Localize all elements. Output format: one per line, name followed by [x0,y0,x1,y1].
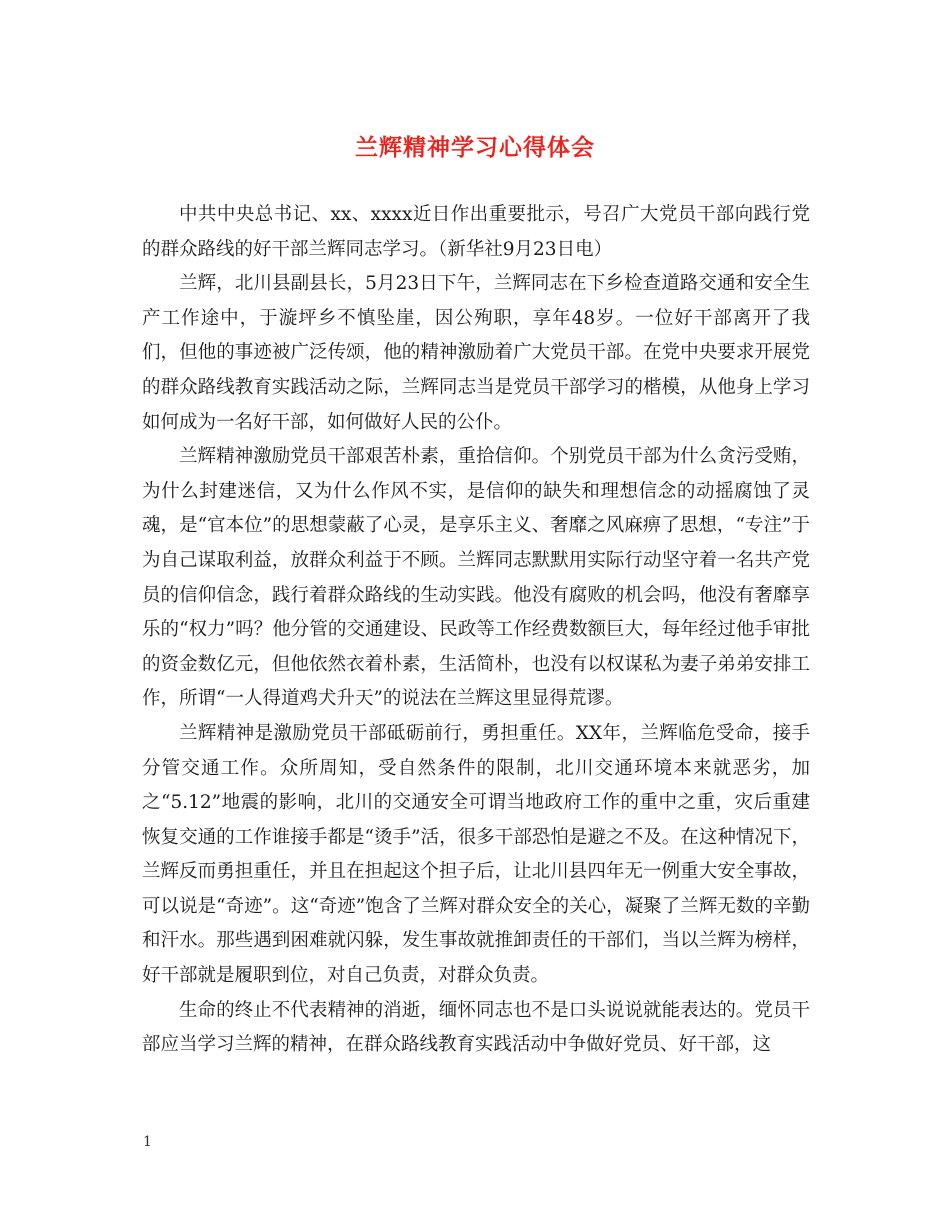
paragraph-1: 中共中央总书记、xx、xxxx近日作出重要批示，号召广大党员干部向践行党的群众路线的好干部兰辉同志学习。（新华社9月23日电） [142,204,810,260]
paragraph-2: 兰辉，北川县副县长，5月23日下午，兰辉同志在下乡检查道路交通和安全生产工作途中，于漩坪乡不慎坠崖，因公殉职，享年48岁。一位好干部离开了我们，但他的事迹被广泛传颂，他的精神激励着广大党员干部。在党中央要求开展党的群众路线教育实践活动之际，兰辉同志当是党员干部学习的楷模，从他身上学习如何成为一名好干部，如何做好人民的公仆。 [142,273,810,433]
page-number: 1 [143,1134,152,1150]
paragraph-3: 兰辉精神激励党员干部艰苦朴素，重拾信仰。个别党员干部为什么贪污受贿，为什么封建迷信，又为什么作风不实，是信仰的缺失和理想信念的动摇腐蚀了灵魂，是“官本位”的思想蒙蔽了心灵，是享乐主义、奢靡之风麻痹了思想，“专注”于为自己谋取利益，放群众利益于不顾。兰辉同志默默用实际行动坚守着一名共产党员的信仰信念，践行着群众路线的生动实践。他没有腐败的机会吗，他没有奢靡享乐的“权力”吗？他分管的交通建设、民政等工作经费数额巨大，每年经过他手审批的资金数亿元，但他依然衣着朴素，生活简朴，也没有以权谋私为妻子弟弟安排工作，所谓“一人得道鸡犬升天”的说法在兰辉这里显得荒谬。 [142,446,810,710]
document-title: 兰辉精神学习心得体会 [355,134,595,161]
paragraph-4: 兰辉精神是激励党员干部砥砺前行，勇担重任。XX年，兰辉临危受命，接手分管交通工作。众所周知，受自然条件的限制，北川交通环境本来就恶劣，加之“5.12”地震的影响，北川的交通安全可谓当地政府工作的重中之重，灾后重建恢复交通的工作谁接手都是“烫手”活，很多干部恐怕是避之不及。在这种情况下，兰辉反而勇担重任，并且在担起这个担子后，让北川县四年无一例重大安全事故，可以说是“奇迹”。这“奇迹”饱含了兰辉对群众安全的关心，凝聚了兰辉无数的辛勤和汗水。那些遇到困难就闪躲，发生事故就推卸责任的干部们，当以兰辉为榜样，好干部就是履职到位，对自己负责，对群众负责。 [142,722,810,987]
document-body [142,198,810,1063]
paragraph-5: 生命的终止不代表精神的消逝，缅怀同志也不是口头说说就能表达的。党员干部应当学习兰辉的精神，在群众路线教育实践活动中争做好党员、好干部，这 [142,999,810,1056]
